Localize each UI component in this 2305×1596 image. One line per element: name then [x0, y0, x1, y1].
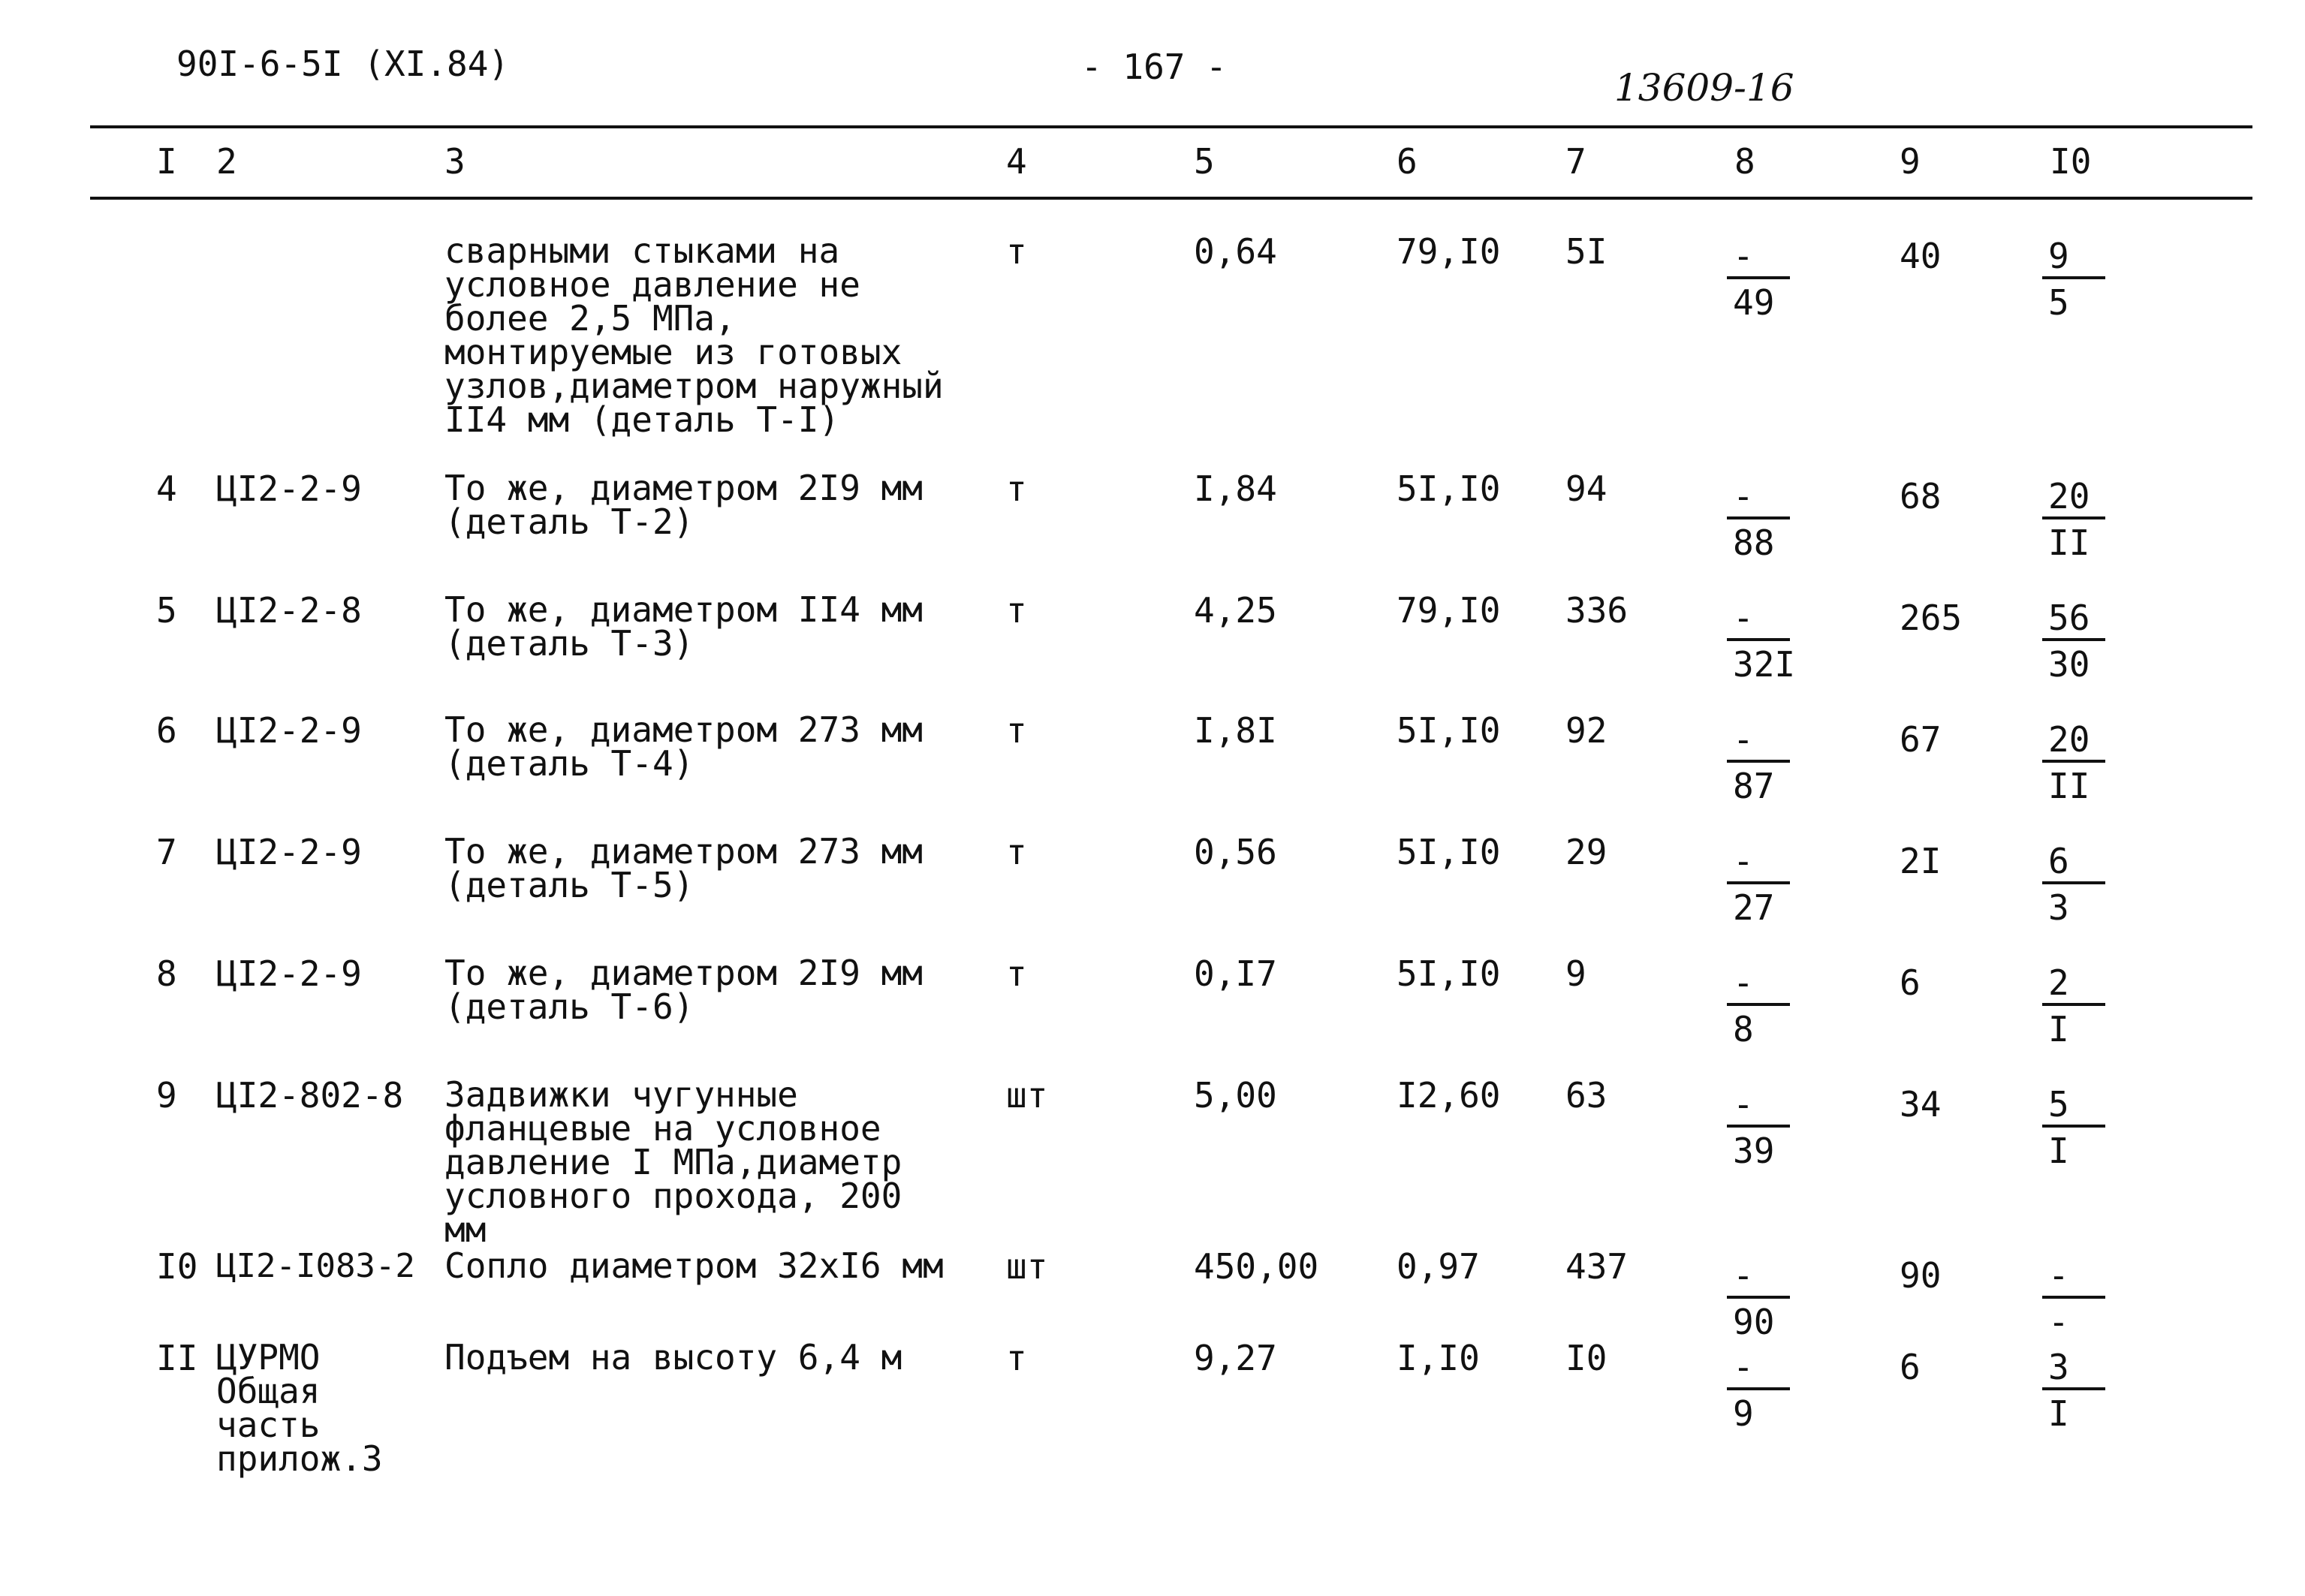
- fraction-numerator: 6: [2048, 841, 2069, 881]
- work-description: То же, диаметром II4 мм (деталь Т-3): [444, 589, 923, 664]
- row-number: 5: [156, 590, 177, 631]
- quantity: 5,00: [1194, 1075, 1277, 1116]
- fraction-denominator: -: [2048, 1302, 2069, 1342]
- unit-price: I,I0: [1397, 1338, 1480, 1378]
- unit: т: [1006, 832, 1027, 872]
- work-description: Задвижки чугунные фланцевые на условное давление I МПа,диаметр условного прохода, 200 мм: [444, 1074, 902, 1250]
- fraction-denominator: 32I: [1733, 644, 1796, 685]
- total-cost: I0: [1565, 1338, 1607, 1378]
- work-description: Сопло диаметром 32хI6 мм: [444, 1245, 944, 1286]
- row-number: 7: [156, 832, 177, 872]
- fraction-col10: [2042, 962, 2125, 1049]
- col9-value: 40: [1900, 236, 1942, 276]
- fraction-bar: [2042, 1125, 2105, 1128]
- fraction-col8: [1727, 236, 1809, 323]
- total-cost: 9: [1565, 953, 1586, 994]
- row-number: I0: [156, 1246, 198, 1287]
- fraction-bar: [2042, 1387, 2105, 1390]
- fraction-numerator: -: [1733, 1255, 1754, 1296]
- unit-price: 79,I0: [1397, 231, 1501, 272]
- col9-value: 90: [1900, 1255, 1942, 1296]
- fraction-numerator: -: [1733, 236, 1754, 276]
- fraction-col10: [2042, 841, 2125, 928]
- col9-value: 265: [1900, 598, 1963, 638]
- total-cost: 5I: [1565, 231, 1607, 272]
- quantity: 450,00: [1194, 1246, 1319, 1287]
- column-header: I: [156, 141, 177, 182]
- fraction-numerator: -: [1733, 719, 1754, 760]
- column-header: 9: [1900, 141, 1921, 182]
- fraction-bar: [1727, 1387, 1790, 1390]
- fraction-bar: [2042, 1296, 2105, 1299]
- column-header: 4: [1006, 141, 1027, 182]
- work-description: сварными стыками на условное давление не более 2,5 МПа, монтируемые из готовых узлов,диаметром наружный II4 мм (деталь Т-I): [444, 230, 944, 440]
- table-top-rule: [90, 125, 2252, 128]
- norm-code: ЦI2-I083-2: [216, 1247, 415, 1285]
- norm-code: ЦI2-2-9: [216, 468, 362, 509]
- row-number: 4: [156, 468, 177, 509]
- fraction-numerator: -: [1733, 476, 1754, 516]
- fraction-col10: [2042, 1084, 2125, 1171]
- fraction-bar: [2042, 638, 2105, 641]
- fraction-denominator: 39: [1733, 1131, 1775, 1171]
- column-header: 6: [1397, 141, 1418, 182]
- unit: шт: [1006, 1075, 1048, 1116]
- fraction-col8: [1727, 1255, 1809, 1342]
- unit: т: [1006, 590, 1027, 631]
- col9-value: 6: [1900, 962, 1921, 1003]
- fraction-numerator: -: [1733, 598, 1754, 638]
- fraction-denominator: I: [2048, 1009, 2069, 1049]
- fraction-bar: [2042, 760, 2105, 763]
- fraction-numerator: -: [1733, 841, 1754, 881]
- fraction-denominator: 88: [1733, 522, 1775, 563]
- norm-code: ЦI2-2-9: [216, 710, 362, 751]
- fraction-col8: [1727, 1084, 1809, 1171]
- fraction-denominator: II: [2048, 766, 2090, 806]
- fraction-bar: [1727, 1125, 1790, 1128]
- unit: т: [1006, 710, 1027, 751]
- unit-price: 0,97: [1397, 1246, 1480, 1287]
- col9-value: 2I: [1900, 841, 1942, 881]
- row-number: II: [156, 1338, 198, 1378]
- quantity: 0,I7: [1194, 953, 1277, 994]
- row-number: 8: [156, 953, 177, 994]
- fraction-bar: [1727, 516, 1790, 519]
- unit: шт: [1006, 1246, 1048, 1287]
- fraction-col8: [1727, 598, 1809, 685]
- fraction-denominator: I: [2048, 1393, 2069, 1434]
- fraction-numerator: 20: [2048, 719, 2090, 760]
- fraction-bar: [1727, 1003, 1790, 1006]
- fraction-numerator: 5: [2048, 1084, 2069, 1125]
- fraction-numerator: 2: [2048, 962, 2069, 1003]
- fraction-numerator: -: [1733, 1347, 1754, 1387]
- fraction-denominator: 30: [2048, 644, 2090, 685]
- fraction-bar: [1727, 1296, 1790, 1299]
- col9-value: 67: [1900, 719, 1942, 760]
- fraction-col8: [1727, 962, 1809, 1049]
- page-number: - 167 -: [1081, 47, 1227, 87]
- fraction-col10: [2042, 1255, 2125, 1342]
- fraction-numerator: 9: [2048, 236, 2069, 276]
- fraction-denominator: II: [2048, 522, 2090, 563]
- quantity: 4,25: [1194, 590, 1277, 631]
- norm-code: ЦI2-802-8: [216, 1075, 404, 1116]
- fraction-denominator: 5: [2048, 282, 2069, 323]
- column-header: 8: [1734, 141, 1755, 182]
- fraction-col10: [2042, 236, 2125, 323]
- unit-price: 5I,I0: [1397, 710, 1501, 751]
- unit: т: [1006, 231, 1027, 272]
- unit: т: [1006, 468, 1027, 509]
- norm-code: ЦУРМО Общая часть прилож.3: [216, 1337, 383, 1479]
- unit-price: 5I,I0: [1397, 953, 1501, 994]
- quantity: 9,27: [1194, 1338, 1277, 1378]
- fraction-bar: [1727, 638, 1790, 641]
- total-cost: 94: [1565, 468, 1607, 509]
- fraction-col8: [1727, 719, 1809, 806]
- fraction-denominator: I: [2048, 1131, 2069, 1171]
- fraction-col10: [2042, 598, 2125, 685]
- fraction-denominator: 90: [1733, 1302, 1775, 1342]
- col9-value: 68: [1900, 476, 1942, 516]
- column-header: 5: [1194, 141, 1215, 182]
- total-cost: 29: [1565, 832, 1607, 872]
- fraction-col10: [2042, 476, 2125, 563]
- table-header-rule: [90, 197, 2252, 200]
- quantity: I,84: [1194, 468, 1277, 509]
- column-header: 3: [444, 141, 466, 182]
- archive-number: 13609-16: [1614, 66, 1794, 110]
- col9-value: 6: [1900, 1347, 1921, 1387]
- work-description: Подъем на высоту 6,4 м: [444, 1337, 902, 1378]
- work-description: То же, диаметром 273 мм (деталь Т-5): [444, 831, 923, 905]
- work-description: То же, диаметром 273 мм (деталь Т-4): [444, 709, 923, 784]
- fraction-col10: [2042, 1347, 2125, 1434]
- fraction-denominator: 8: [1733, 1009, 1754, 1049]
- fraction-numerator: 20: [2048, 476, 2090, 516]
- fraction-numerator: 56: [2048, 598, 2090, 638]
- work-description: То же, диаметром 2I9 мм (деталь Т-2): [444, 468, 923, 542]
- fraction-col8: [1727, 841, 1809, 928]
- document-code: 90I-6-5I (XI.84): [176, 44, 510, 84]
- unit-price: 5I,I0: [1397, 468, 1501, 509]
- unit: т: [1006, 1338, 1027, 1378]
- unit-price: 79,I0: [1397, 590, 1501, 631]
- total-cost: 437: [1565, 1246, 1629, 1287]
- column-header: 2: [216, 141, 237, 182]
- fraction-bar: [2042, 276, 2105, 279]
- quantity: 0,64: [1194, 231, 1277, 272]
- fraction-bar: [1727, 276, 1790, 279]
- norm-code: ЦI2-2-8: [216, 590, 362, 631]
- work-description: То же, диаметром 2I9 мм (деталь Т-6): [444, 953, 923, 1027]
- fraction-numerator: -: [1733, 1084, 1754, 1125]
- norm-code: ЦI2-2-9: [216, 953, 362, 994]
- quantity: 0,56: [1194, 832, 1277, 872]
- column-header: I0: [2050, 141, 2092, 182]
- norm-code: ЦI2-2-9: [216, 832, 362, 872]
- fraction-col10: [2042, 719, 2125, 806]
- col9-value: 34: [1900, 1084, 1942, 1125]
- fraction-denominator: 87: [1733, 766, 1775, 806]
- fraction-bar: [2042, 881, 2105, 884]
- row-number: 9: [156, 1075, 177, 1116]
- fraction-bar: [1727, 881, 1790, 884]
- total-cost: 92: [1565, 710, 1607, 751]
- fraction-denominator: 9: [1733, 1393, 1754, 1434]
- total-cost: 63: [1565, 1075, 1607, 1116]
- quantity: I,8I: [1194, 710, 1277, 751]
- fraction-numerator: -: [2048, 1255, 2069, 1296]
- fraction-bar: [2042, 1003, 2105, 1006]
- fraction-numerator: 3: [2048, 1347, 2069, 1387]
- fraction-bar: [2042, 516, 2105, 519]
- fraction-denominator: 3: [2048, 887, 2069, 928]
- row-number: 6: [156, 710, 177, 751]
- fraction-col8: [1727, 476, 1809, 563]
- fraction-bar: [1727, 760, 1790, 763]
- unit-price: I2,60: [1397, 1075, 1501, 1116]
- unit-price: 5I,I0: [1397, 832, 1501, 872]
- unit: т: [1006, 953, 1027, 994]
- fraction-col8: [1727, 1347, 1809, 1434]
- total-cost: 336: [1565, 590, 1629, 631]
- column-header: 7: [1565, 141, 1586, 182]
- fraction-denominator: 27: [1733, 887, 1775, 928]
- fraction-numerator: -: [1733, 962, 1754, 1003]
- fraction-denominator: 49: [1733, 282, 1775, 323]
